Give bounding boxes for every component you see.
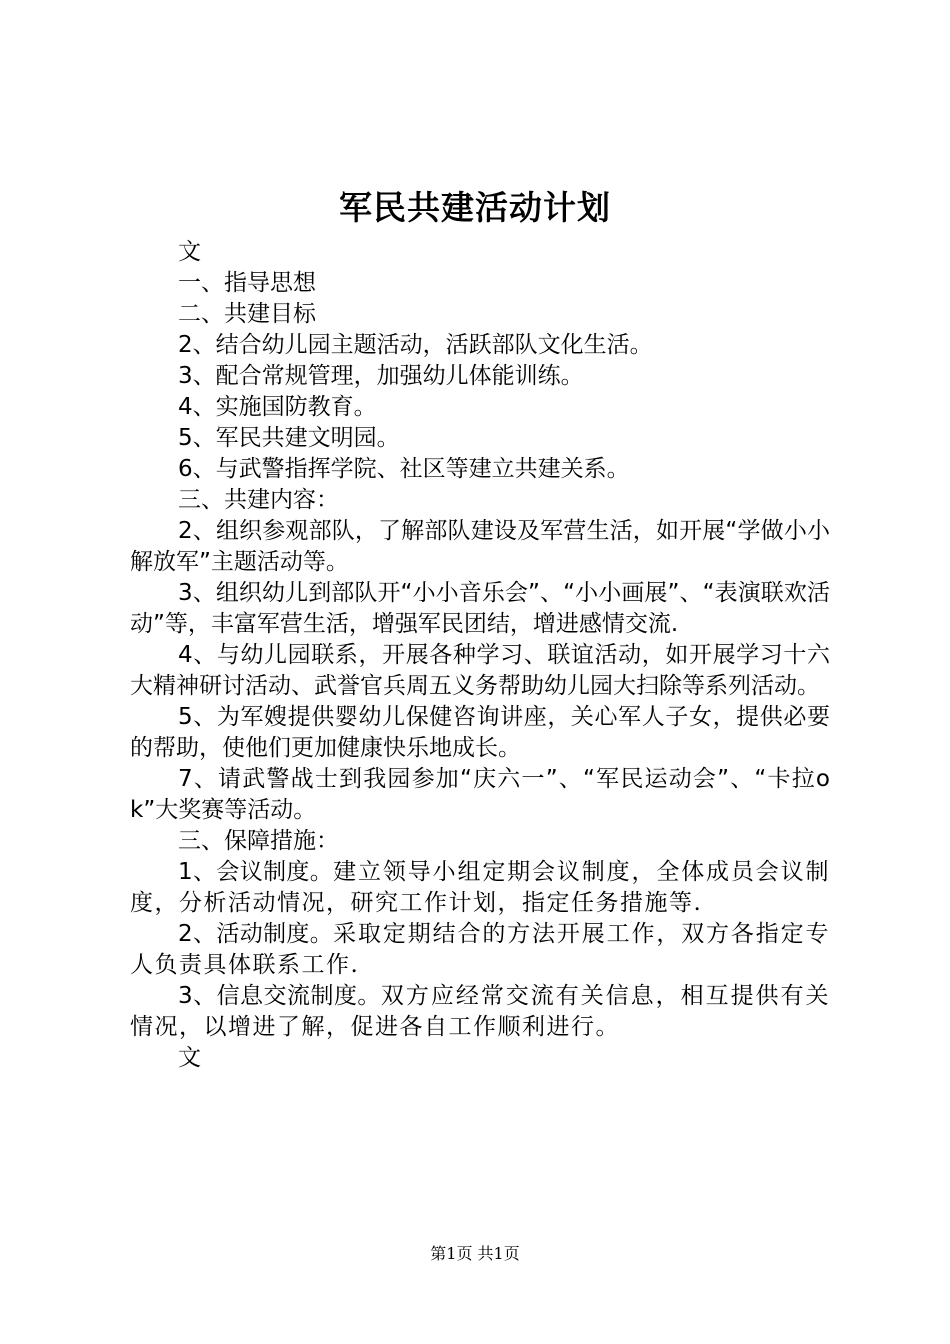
list-item: 5、为军嫂提供婴幼儿保健咨询讲座，关心军人子女，提供必要的帮助，使他们更加健康快乐地成长。 xyxy=(130,704,830,761)
list-item: 7、请武警战士到我园参加“庆六一”、“军民运动会”、“卡拉ok”大奖赛等活动。 xyxy=(130,766,830,823)
list-item: 3、组织幼儿到部队开“小小音乐会”、“小小画展”、“表演联欢活动”等，丰富军营生活，增强军民团结，增进感情交流. xyxy=(130,580,830,637)
measure-text: 双方应经常交流有关信息，相互提供有关情况，以增进了解，促进各自工作顺利进行。 xyxy=(130,983,831,1040)
measure-text: 采取定期结合的方法开展工作，双方各指定专人负责具体联系工作. xyxy=(130,921,830,978)
list-item: 4、实施国防教育。 xyxy=(178,394,377,420)
document-body xyxy=(130,237,830,1074)
measure-item xyxy=(130,857,830,919)
list-item: 3、配合常规管理，加强幼儿体能训练。 xyxy=(178,363,584,389)
section-heading: 三、保障措施： xyxy=(178,828,339,854)
measure-lead: 2、活动制度。 xyxy=(178,921,334,947)
measure-item xyxy=(130,919,830,981)
closing-text: 文 xyxy=(178,1045,201,1071)
section-heading: 三、共建内容： xyxy=(178,487,339,513)
document-title: 军民共建活动计划 xyxy=(339,188,611,227)
measure-text: 建立领导小组定期会议制度，全体成员会议制度，分析活动情况，研究工作计划，指定任务措施等. xyxy=(130,859,830,916)
page-footer: 第1页 共1页 xyxy=(430,1244,520,1263)
list-item: 2、组织参观部队，了解部队建设及军营生活，如开展“学做小小解放军”主题活动等。 xyxy=(130,518,830,575)
list-item: 2、结合幼儿园主题活动，活跃部队文化生活。 xyxy=(178,332,653,358)
section-heading: 一、指导思想 xyxy=(178,270,316,296)
section-heading: 二、共建目标 xyxy=(178,301,316,327)
list-item: 5、军民共建文明园。 xyxy=(178,425,400,451)
list-item: 6、与武警指挥学院、社区等建立共建关系。 xyxy=(178,456,630,482)
paragraph: 文 xyxy=(178,239,201,265)
measure-lead: 3、信息交流制度。 xyxy=(178,983,381,1009)
measure-item xyxy=(130,981,830,1043)
list-item: 4、与幼儿园联系，开展各种学习、联谊活动，如开展学习十六大精神研讨活动、武誉官兵周五义务帮助幼儿园大扫除等系列活动。 xyxy=(130,642,830,699)
measure-lead: 1、会议制度。 xyxy=(178,859,334,885)
